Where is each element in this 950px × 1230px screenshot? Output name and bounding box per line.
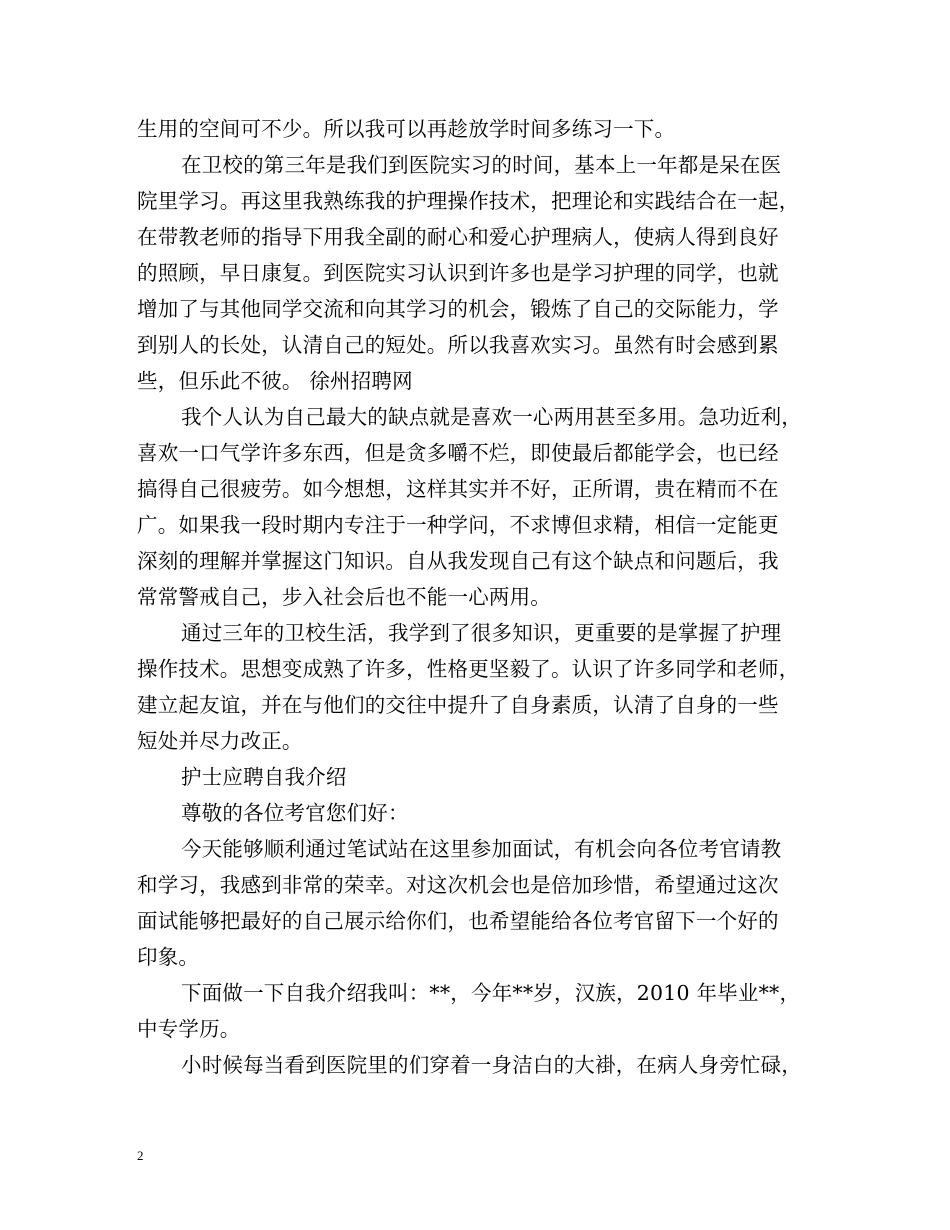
text-line: 增加了与其他同学交流和向其学习的机会，锻炼了自己的交际能力，学 [137,297,779,321]
text-line: 和学习，我感到非常的荣幸。对这次机会也是倍加珍惜，希望通过这次 [137,873,779,897]
text-line: 广。如果我一段时期内专注于一种学问，不求博但求精，相信一定能更 [137,513,779,537]
text-line: 喜欢一口气学许多东西，但是贪多嚼不烂，即使最后都能学会，也已经 [137,441,779,465]
text-line: 短处并尽力改正。 [137,729,303,753]
page-number: 2 [137,1148,144,1163]
salutation: 尊敬的各位考官您们好： [181,801,409,825]
text-line: 到别人的长处，认清自己的短处。所以我喜欢实习。虽然有时会感到累 [137,333,779,357]
text-line: 在带教老师的指导下用我全副的耐心和爱心护理病人，使病人得到良好 [137,225,779,249]
text-line: 小时候每当看到医院里的们穿着一身洁白的大褂，在病人身旁忙碌， [181,1053,802,1077]
text-line: 中专学历。 [137,1017,241,1041]
text-line: 印象。 [137,945,200,969]
section-heading: 护士应聘自我介绍 [181,765,347,789]
text-line: 操作技术。思想变成熟了许多，性格更坚毅了。认识了许多同学和老师， [137,657,800,681]
text-line: 深刻的理解并掌握这门知识。自从我发现自己有这个缺点和问题后，我 [137,549,779,573]
text-line: 面试能够把最好的自己展示给你们，也希望能给各位考官留下一个好的 [137,909,779,933]
text-line: 今天能够顺利通过笔试站在这里参加面试，有机会向各位考官请教 [181,837,782,861]
text-line: 在卫校的第三年是我们到医院实习的时间，基本上一年都是呆在医 [181,153,782,177]
text-line: 下面做一下自我介绍我叫：**，今年**岁，汉族，2010 年毕业**， [181,981,801,1005]
text-line: 建立起友谊，并在与他们的交往中提升了自身素质，认清了自身的一些 [137,693,779,717]
text-line: 的照顾，早日康复。到医院实习认识到许多也是学习护理的同学，也就 [137,261,779,285]
text-line: 通过三年的卫校生活，我学到了很多知识，更重要的是掌握了护理 [181,621,782,645]
text-line: 我个人认为自己最大的缺点就是喜欢一心两用甚至多用。急功近利， [181,405,802,429]
text-line: 搞得自己很疲劳。如今想想，这样其实并不好，正所谓，贵在精而不在 [137,477,779,501]
text-line: 些，但乐此不彼。 徐州招聘网 [137,369,413,393]
text-line: 生用的空间可不少。所以我可以再趁放学时间多练习一下。 [137,117,676,141]
text-line: 院里学习。再这里我熟练我的护理操作技术，把理论和实践结合在一起， [137,189,800,213]
text-line: 常常警戒自己，步入社会后也不能一心两用。 [137,585,551,609]
